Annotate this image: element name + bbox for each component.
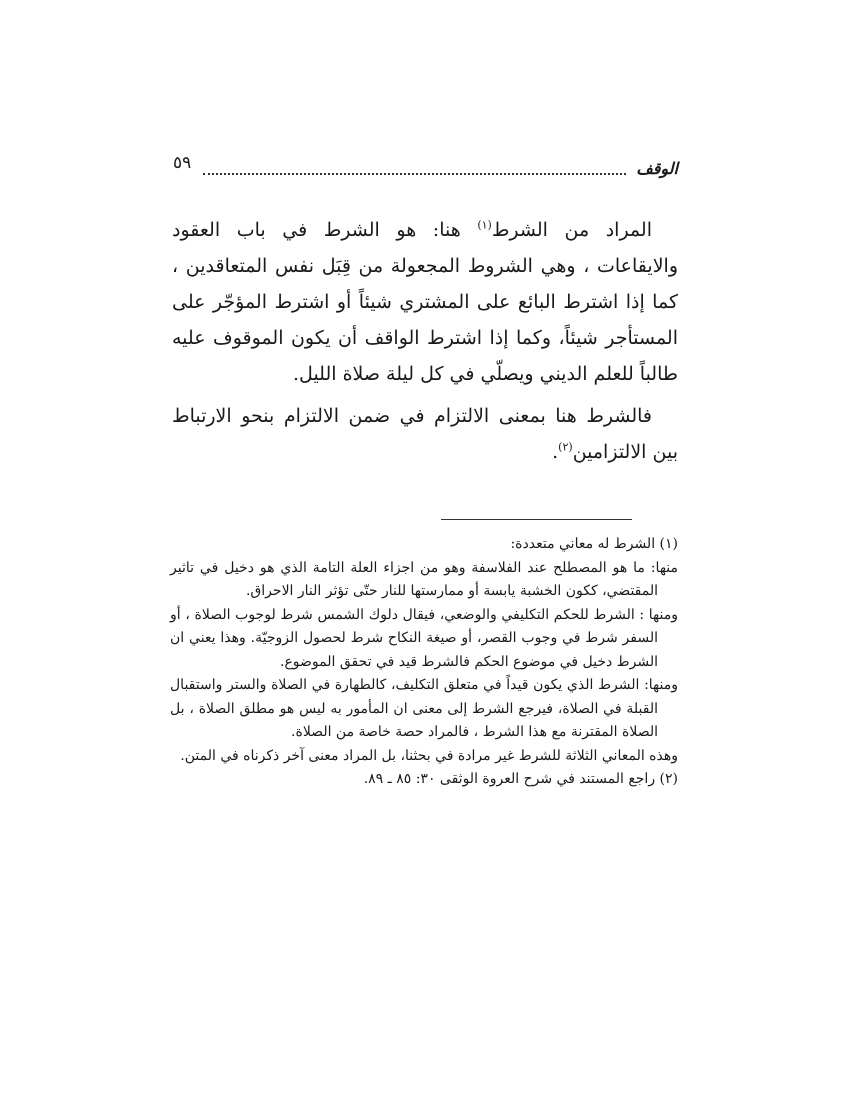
- footnote-1-item-2: ومنها : الشرط للحكم التكليفي والوضعي، فيقال دلوك الشمس شرط لوجوب الصلاة ، أو السفر شرط في وجوب القصر، أو صيغة النكاح شرط لحصول الزوجيّة. وهذا يعني ان الشرط دخيل في موضوع الحكم فالشرط قيد في تحقق الموضوع.: [170, 606, 678, 670]
- footnote-1-item-3: ومنها: الشرط الذي يكون قيداً في متعلق التكليف، كالطهارة في الصلاة والستر واستقبال القبلة في الصلاة، فيرجع الشرط إلى معنى ان المأمور به ليس هو مطلق الصلاة ، بل الصلاة المقترنة مع هذا الشرط ، فالمراد حصة خاصة من الصلاة.: [170, 677, 678, 740]
- footnote-separator: [441, 519, 632, 520]
- main-text: [172, 212, 678, 470]
- paragraph-2-start: فالشرط هنا بمعنى الالتزام في ضمن الالتزام بنحو الارتباط بين الالتزامين: [172, 405, 678, 463]
- footnote-1-conclusion: وهذه المعاني الثلاثة للشرط غير مرادة في بحثنا، بل المراد معنى آخر ذكرناه في المتن.: [180, 747, 678, 764]
- running-title: الوقف: [633, 159, 678, 178]
- paragraph-2-end: .: [552, 441, 559, 463]
- paragraph-2: [172, 398, 678, 470]
- footnote-ref-1: (١): [477, 218, 492, 232]
- page-number: ٥٩: [173, 153, 194, 173]
- footnotes: [170, 533, 678, 792]
- footnote-2: (٢) راجع المستند في شرح العروة الوثقى ٣٠: ٨٥ ـ ٨٩.: [363, 771, 678, 787]
- paragraph-1: [172, 212, 678, 392]
- footnote-1-item-1: منها: ما هو المصطلح عند الفلاسفة وهو من اجزاء العلة التامة الذي هو دخيل في تاثير المقتضي، ككون الخشبة يابسة أو ممارستها للنار حتّى تؤثر النار الاحراق.: [170, 559, 678, 599]
- paragraph-1-rest: هنا: هو الشرط في باب العقود والايقاعات ، وهي الشروط المجعولة من قِبَل نفس المتعاقدين ، كما إذا اشترط البائع على المشتري شيئاً أو اشترط المؤجّر على المستأجر شيئاً، وكما إذا اشترط الواقف أن يكون الموقوف عليه طالباً للعلم الديني ويصلّي في كل ليلة صلاة الليل.: [172, 219, 678, 385]
- footnote-1-title: (١) الشرط له معاني متعددة:: [510, 536, 678, 552]
- paragraph-1-start: المراد من الشرط: [491, 219, 652, 241]
- header-dotted-leader: [203, 173, 626, 175]
- footnote-ref-2: (٢): [558, 440, 573, 454]
- page-header: [173, 153, 678, 185]
